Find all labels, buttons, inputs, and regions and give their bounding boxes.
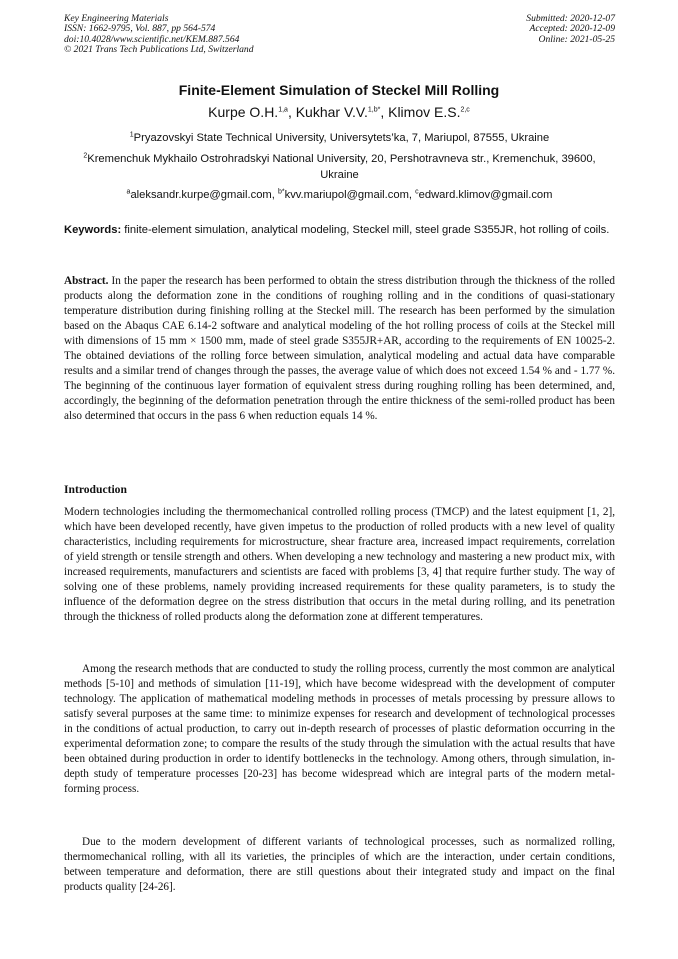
submitted-date: Submitted: 2020-12-07 <box>526 13 615 24</box>
keywords-label: Keywords: <box>64 224 122 236</box>
author-superscript: 1,b* <box>367 106 381 114</box>
affiliation-text: Pryazovskyi State Technical University, Universytets’ka, 7, Mariupol, 87555, Ukraine <box>133 132 550 144</box>
author-name: Kurpe O.H. <box>208 104 279 120</box>
affiliation <box>64 151 615 183</box>
email-superscript: a <box>126 188 131 196</box>
abstract-label: Abstract. <box>64 275 109 287</box>
issn-line: ISSN: 1662-9795, Vol. 887, pp 564-574 <box>64 23 216 35</box>
email-link[interactable]: kvv.mariupol@gmail.com <box>284 189 409 201</box>
email-separator: , <box>408 189 416 201</box>
affiliation-superscript: 1 <box>129 131 134 139</box>
affiliation <box>64 130 615 146</box>
accepted-date: Accepted: 2020-12-09 <box>529 23 615 35</box>
author-superscript: 2,c <box>460 106 470 114</box>
body-paragraph: Due to the modern development of different variants of technological processes, such as normalized rolling, thermomechanical rolling, with all its varieties, the principles of which are the interaction, under certain conditions, between temperature and deformation, there are still questions about their integrated study and impact on the final products quality [24-26]. <box>64 836 615 893</box>
email-superscript: b* <box>277 188 285 196</box>
author-separator: , <box>380 104 389 120</box>
journal-name: Key Engineering Materials <box>64 13 169 24</box>
email-link[interactable]: aleksandr.kurpe@gmail.com <box>130 189 272 201</box>
keywords <box>64 223 615 238</box>
email-link[interactable]: edward.klimov@gmail.com <box>418 189 553 201</box>
email-superscript: c <box>415 188 419 196</box>
doi-line[interactable]: doi:10.4028/www.scientific.net/KEM.887.564 <box>64 33 240 45</box>
section-heading-introduction: Introduction <box>64 483 127 496</box>
author-separator: , <box>287 104 296 120</box>
keywords-text: finite-element simulation, analytical modeling, Steckel mill, steel grade S355JR, hot rolling of coils. <box>121 224 610 236</box>
author-list <box>0 104 678 120</box>
author-superscript: 1,a <box>278 106 288 114</box>
affiliation-text: Kremenchuk Mykhailo Ostrohradskyi National University, 20, Pershotravneva str., Kremenchuk, 39600, Ukraine <box>87 153 596 181</box>
journal-header <box>64 14 254 56</box>
affiliation-superscript: 2 <box>83 152 88 160</box>
body-paragraph: Modern technologies including the thermomechanical controlled rolling process (TMCP) and the latest equipment [1, 2], which have been developed recently, have given impetus to the production of rolled products with a new level of quality characteristics, including requirements for microstructure, shear fracture area, increased impact requirements, correlation of yield strength or tensile strength and others. When developing a new technology and mastering a new product mix, with increased requirements, manufacturers and scientists are faced with problems [3, 4] that require further study. The way of solving one of these problems, namely providing increased requirements for these quality parameters, is to study the influence of the deformation degree on the stress distribution that occurs in the metal during rolling, and its penetration through the thickness of rolled products along the deformation zone at different temperatures. <box>64 506 615 623</box>
author-name: Kukhar V.V. <box>295 104 368 120</box>
abstract <box>64 274 615 424</box>
body-paragraph: Among the research methods that are conducted to study the rolling process, currently the most common are analytical methods [5-10] and methods of simulation [11-19], which have become widespread with the development of computer technology. The application of mathematical modeling methods in processes of metals processing by pressure allows to satisfy several purposes at the same time: to minimize expenses for research and development of technological processes in the conditions of actual production, to carry out in-depth research of processes of plastic deformation occurring in the experimental deformation zone; to compare the results of the study through the simulation with the actual results that have been obtained during production in order to identify bottlenecks in the technology. Among others, through simulation, in-depth study of temperature processes [20-23] has become widespread which are integral parts of the modern metal-forming process. <box>64 663 615 795</box>
author-name: Klimov E.S. <box>388 104 461 120</box>
submission-dates <box>526 14 615 45</box>
email-separator: , <box>271 189 278 201</box>
online-date: Online: 2021-05-25 <box>538 33 615 45</box>
copyright-line: © 2021 Trans Tech Publications Ltd, Switzerland <box>64 44 254 56</box>
author-emails <box>64 187 615 203</box>
abstract-text: In the paper the research has been performed to obtain the stress distribution through the thickness of the rolled products along the deformation zone in the conditions of roughing rolling and in the conditions of quasi-stationary temperature distribution during finishing rolling at the Steckel mill. The research has been performed by the simulation based on the Abaqus CAE 6.14-2 software and analytical modeling of the hot rolling process of coils at the Steckel mill with dimensions of 15 mm × 1500 mm, made of steel grade S355JR+AR, according to the requirements of EN 10025-2. The obtained deviations of the rolling force between simulation, analytical modeling and actual data have comparable results and a similar trend of changes through the passes, the average value of which does not exceed 1.54 % and - 1.77 %. The beginning of the continuous layer formation of equivalent stress during roughing rolling has been determined, and, accordingly, the beginning of the deformation penetration through the entire thickness of the semi-rolled product has been also determined that occurs in the pass 6 when reduction equals 14 %. <box>64 275 615 422</box>
paper-title: Finite-Element Simulation of Steckel Mill Rolling <box>178 82 500 98</box>
